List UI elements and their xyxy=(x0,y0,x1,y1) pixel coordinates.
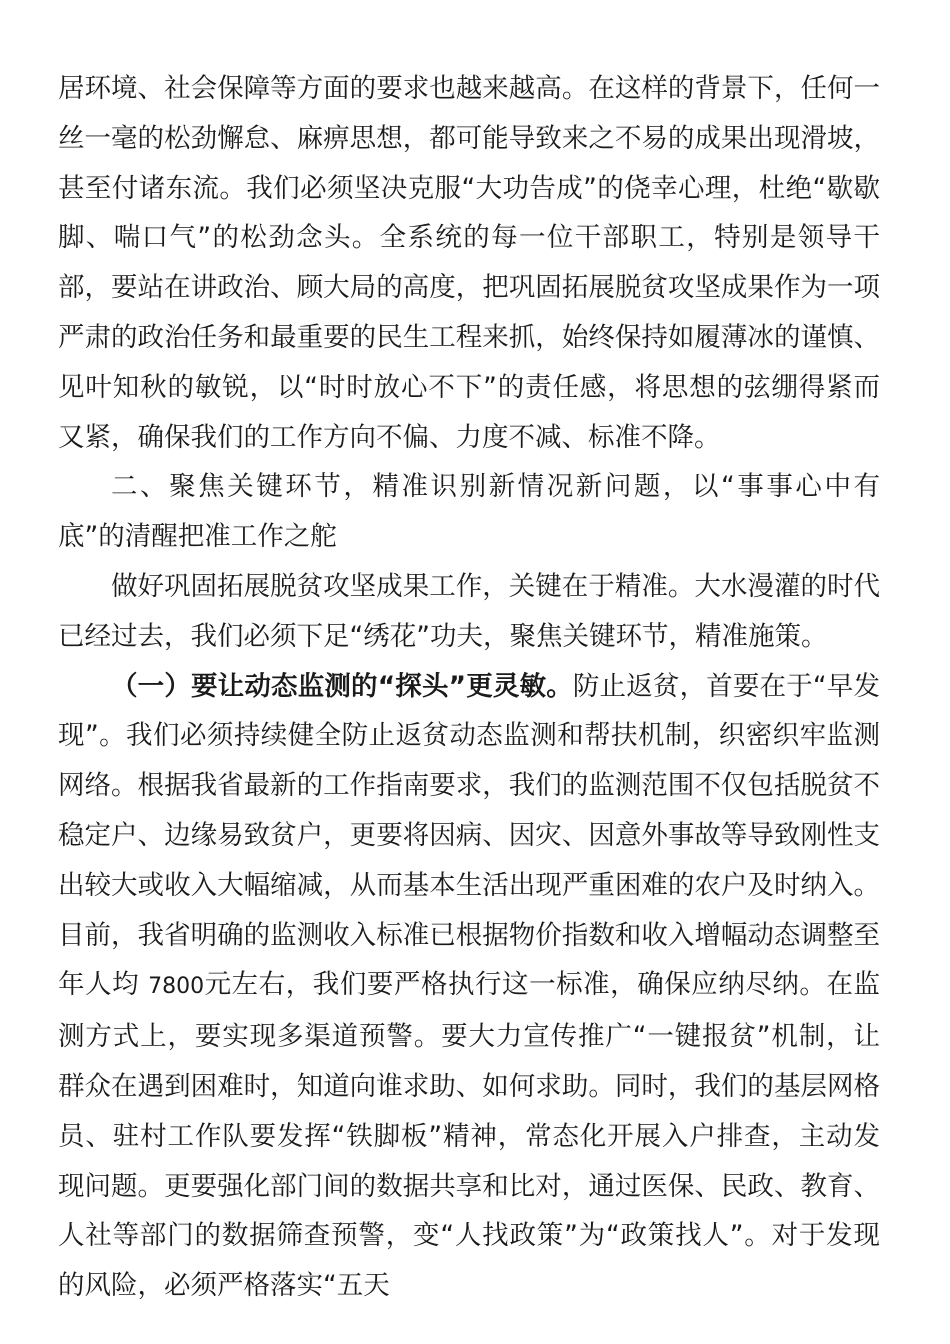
paragraph-3-text-b: 元左右，我们要严格执行这一标准，确保应纳尽纳。在监测方式上，要实现多渠道预警。要大力宣传推广“一键报贫”机制，让群众在遇到困难时，知道向谁求助、如何求助。同时，我们的基层网格员、驻村工作队要发挥“铁脚板”精神，常态化开展入户排查，主动发现问题。更要强化部门间的数据共享和比对，通过医保、民政、教育、人社等部门的数据筛查预警，变“人找政策”为“政策找人”。对于发现的风险，必须严格落实“五天 xyxy=(58,969,881,1302)
paragraph-2: 做好巩固拓展脱贫攻坚成果工作，关键在于精准。大水漫灌的时代已经过去，我们必须下足“绣花”功夫，聚焦关键环节，精准施策。 xyxy=(58,570,880,652)
section-heading-2: 二、聚焦关键环节，精准识别新情况新问题，以“事事心中有底”的清醒把准工作之舵 xyxy=(58,471,880,553)
subsection-heading-1: （一）要让动态监测的“探头”更灵敏。 xyxy=(111,670,573,702)
document-body xyxy=(58,64,880,1311)
income-standard-number: 7800 xyxy=(148,974,205,1000)
paragraph-3 xyxy=(58,662,880,1311)
paragraph-1: 居环境、社会保障等方面的要求也越来越高。在这样的背景下，任何一丝一毫的松劲懈怠、麻痹思想，都可能导致来之不易的成果出现滑坡，甚至付诸东流。我们必须坚决克服“大功告成”的侥幸心理，杜绝“歇歇脚、喘口气”的松劲念头。全系统的每一位干部职工，特别是领导干部，要站在讲政治、顾大局的高度，把巩固拓展脱贫攻坚成果作为一项严肃的政治任务和最重要的民生工程来抓，始终保持如履薄冰的谨慎、见叶知秋的敏锐，以“时时放心不下”的责任感，将思想的弦绷得紧而又紧，确保我们的工作方向不偏、力度不减、标准不降。 xyxy=(58,73,880,453)
paragraph-3-text-a: 防止返贫，首要在于“早发现”。我们必须持续健全防止返贫动态监测和帮扶机制，织密织牢监测网络。根据我省最新的工作指南要求，我们的监测范围不仅包括脱贫不稳定户、边缘易致贫户，更要将因病、因灾、因意外事故等导致刚性支出较大或收入大幅缩减，从而基本生活出现严重困难的农户及时纳入。目前，我省明确的监测收入标准已根据物价指数和收入增幅动态调整至年人均 xyxy=(58,670,880,1001)
